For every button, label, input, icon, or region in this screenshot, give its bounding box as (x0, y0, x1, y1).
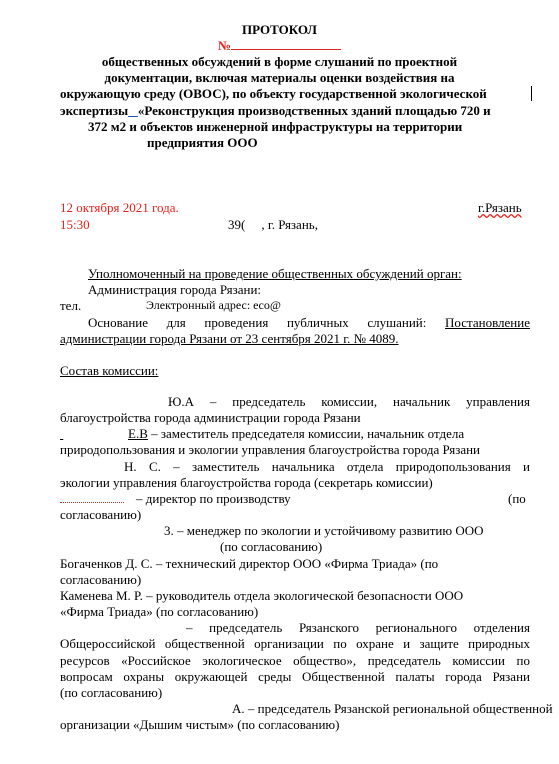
member-2-line-1: Е.В – заместитель председателя комиссии, начальник отдела (128, 426, 465, 441)
member-8-line-5: (по согласованию) (60, 685, 163, 700)
subject-line-1: общественных обсуждений в форме слушаний по проектной (101, 54, 458, 69)
member-9-line-1: А. – председатель Рязанской региональной общественной (232, 701, 553, 716)
member-1-line-2: благоустройства города администрации города Рязани (60, 410, 361, 425)
meeting-time: 15:30 (60, 217, 90, 232)
redacted-name-marker (60, 502, 124, 503)
text-cursor (531, 86, 532, 101)
meeting-city: г.Рязань (478, 200, 522, 215)
subject-line-2: документации, включая материалы оценки воздействия на (104, 70, 455, 85)
member-4-agreement: (по (508, 491, 526, 506)
doc-number: № (0, 38, 559, 53)
basis-line-1: Основание для проведения публичных слушаний: Постановление (88, 315, 530, 330)
member-6-line-2: согласованию) (60, 572, 142, 587)
member-4-line-2: согласованию) (60, 507, 142, 522)
member-5-line-1: 3. – менеджер по экологии и устойчивому развитию ООО (164, 523, 484, 538)
commission-heading: Состав комиссии: (60, 363, 159, 378)
member-7-line-2: «Фирма Триада» (по согласованию) (60, 604, 259, 619)
member-2-line-2: природопользования и экологии управления благоустройства города Рязани (60, 442, 481, 457)
member-1-line-1: Ю.А – председатель комиссии, начальник управления (168, 394, 530, 409)
organizer-name: Администрация города Рязани: (88, 282, 262, 297)
subject-line-6: предприятия ООО (147, 135, 258, 150)
meeting-date: 12 октября 2021 года. (60, 200, 179, 215)
member-8-line-2: Общероссийской общественной организации по охране и защите природных (60, 636, 530, 651)
subject-line-4: экспертизы «Реконструкция производственных зданий площадью 720 и (60, 103, 491, 118)
number-blank (231, 49, 341, 50)
member-8-line-1: – председатель Рязанского регионального отделения (186, 620, 530, 635)
subject-line-3: окружающую среду (ОВОС), по объекту государственной экологической (60, 86, 487, 101)
organizer-phone-label: тел. (60, 298, 82, 313)
organizer-email: Электронный адрес: eco@ (146, 298, 281, 312)
organizer-heading: Уполномоченный на проведение общественных обсуждений орган: (88, 266, 462, 281)
member-3-line-1: Н. С. – заместитель начальника отдела природопользования и (124, 459, 530, 474)
basis-line-2: администрации города Рязани от 23 сентября 2021 г. № 4089. (60, 331, 399, 346)
member-4-line-1: – директор по производству (136, 491, 291, 506)
doc-title: ПРОТОКОЛ (242, 22, 317, 37)
member-6-line-1: Богаченков Д. С. – технический директор ООО «Фирма Триада» (по (60, 556, 439, 571)
member-9-line-2: организации «Дышим чистым» (по согласованию) (60, 717, 340, 732)
member-5-line-2: (по согласованию) (220, 539, 323, 554)
meeting-address: 39( , г. Рязань, (228, 217, 318, 232)
member-3-line-2: экологии управления благоустройства города (секретарь комиссии) (60, 475, 433, 490)
member-8-line-4: вопросам охраны окружающей среды Общественной палаты города Рязани (60, 669, 530, 684)
member-7-line-1: Каменева М. Р. – руководитель отдела экологической безопасности ООО (60, 588, 464, 603)
member-8-line-3: ресурсов «Российское экологическое общество», председатель комиссии по (60, 653, 530, 668)
subject-line-5: 372 м2 и объектов инженерной инфраструктуры на территории (88, 119, 463, 134)
